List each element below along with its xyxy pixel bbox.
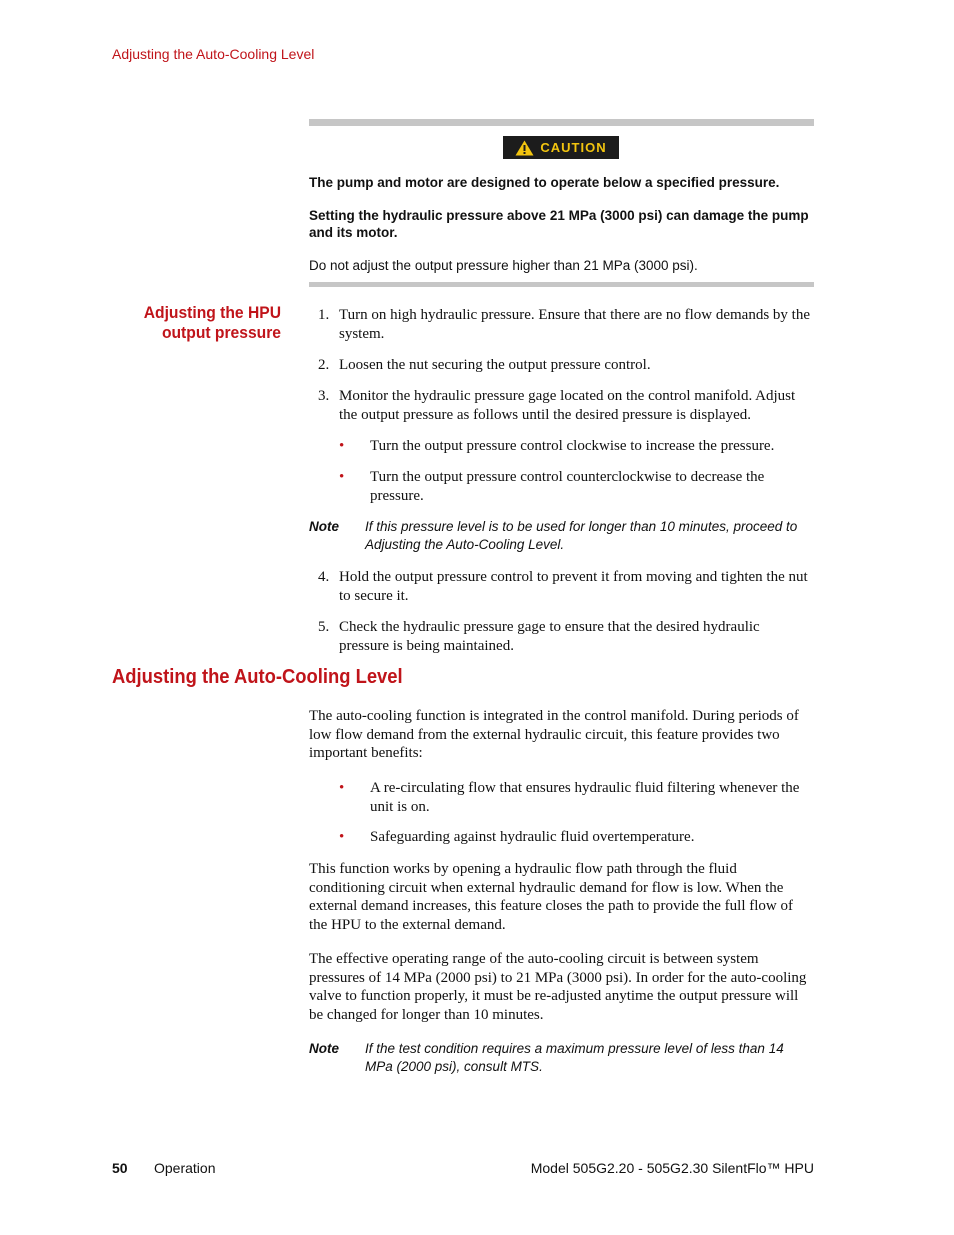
bullet-dot: • xyxy=(339,780,345,796)
warning-triangle-icon xyxy=(515,140,534,156)
caution-badge xyxy=(503,136,619,159)
bullet-dot: • xyxy=(339,438,345,454)
paragraph-range: The effective operating range of the auto-cooling circuit is between system pressures of 14 MPa (2000 psi) to 21 MPa (3000 psi). In order for the auto-cooling valve to function properly, it must be re-adjusted anytime the output pressure will be changed for longer than 10 minutes. xyxy=(309,951,807,1024)
step-number: 1. xyxy=(318,307,330,323)
bullet-dot: • xyxy=(339,469,345,485)
bullet-text: Safeguarding against hydraulic fluid overtemperature. xyxy=(370,829,695,845)
step-number: 2. xyxy=(318,357,330,373)
footer-section: Operation xyxy=(154,1160,216,1176)
paragraph-function: This function works by opening a hydraulic flow path through the fluid conditioning circuit when external hydraulic demand for flow is low. When the external demand increases, this feature closes the path to provide the full flow of the HPU to the external demand. xyxy=(309,861,793,934)
paragraph-intro: The auto-cooling function is integrated in the control manifold. During periods of low flow demand from the external hydraulic circuit, this feature provides two important benefits: xyxy=(309,708,799,762)
step-number: 5. xyxy=(318,619,330,635)
caution-label: CAUTION xyxy=(540,140,607,155)
step-number: 4. xyxy=(318,569,330,585)
step-number: 3. xyxy=(318,388,330,404)
caution-rule-bottom xyxy=(309,282,814,287)
bullet-text: Turn the output pressure control counterclockwise to decrease the pressure. xyxy=(370,469,765,504)
bullet-text: Turn the output pressure control clockwise to increase the pressure. xyxy=(370,438,775,454)
note-label: Note xyxy=(309,1041,339,1056)
note-label: Note xyxy=(309,519,339,534)
step-text: Monitor the hydraulic pressure gage located on the control manifold. Adjust the output pressure as follows until the desired pressure is displayed. xyxy=(339,388,796,423)
page-number: 50 xyxy=(112,1160,128,1176)
section-heading: Adjusting the Auto-Cooling Level xyxy=(112,666,403,688)
caution-statement: The pump and motor are designed to operate below a specified pressure. xyxy=(309,175,780,190)
note-text: If this pressure level is to be used for longer than 10 minutes, proceed to Adjusting the Auto-Cooling Level. xyxy=(365,519,798,552)
side-heading: Adjusting the HPU output pressure xyxy=(143,303,281,342)
caution-rule-top xyxy=(309,119,814,126)
step-text: Loosen the nut securing the output pressure control. xyxy=(339,357,651,373)
footer-model: Model 505G2.20 - 505G2.30 SilentFlo™ HPU xyxy=(530,1160,814,1176)
note-text: If the test condition requires a maximum pressure level of less than 14 MPa (2000 psi), consult MTS. xyxy=(365,1041,784,1074)
caution-instruction: Do not adjust the output pressure higher than 21 MPa (3000 psi). xyxy=(309,258,698,273)
bullet-text: A re-circulating flow that ensures hydraulic fluid filtering whenever the unit is on. xyxy=(370,780,800,815)
step-text: Check the hydraulic pressure gage to ensure that the desired hydraulic pressure is being maintained. xyxy=(339,619,760,654)
bullet-dot: • xyxy=(339,829,345,845)
running-head: Adjusting the Auto-Cooling Level xyxy=(112,46,315,62)
step-text: Hold the output pressure control to prevent it from moving and tighten the nut to secure it. xyxy=(339,569,808,604)
caution-consequence: Setting the hydraulic pressure above 21 MPa (3000 psi) can damage the pump and its motor. xyxy=(309,208,809,240)
step-text: Turn on high hydraulic pressure. Ensure that there are no flow demands by the system. xyxy=(339,307,810,342)
